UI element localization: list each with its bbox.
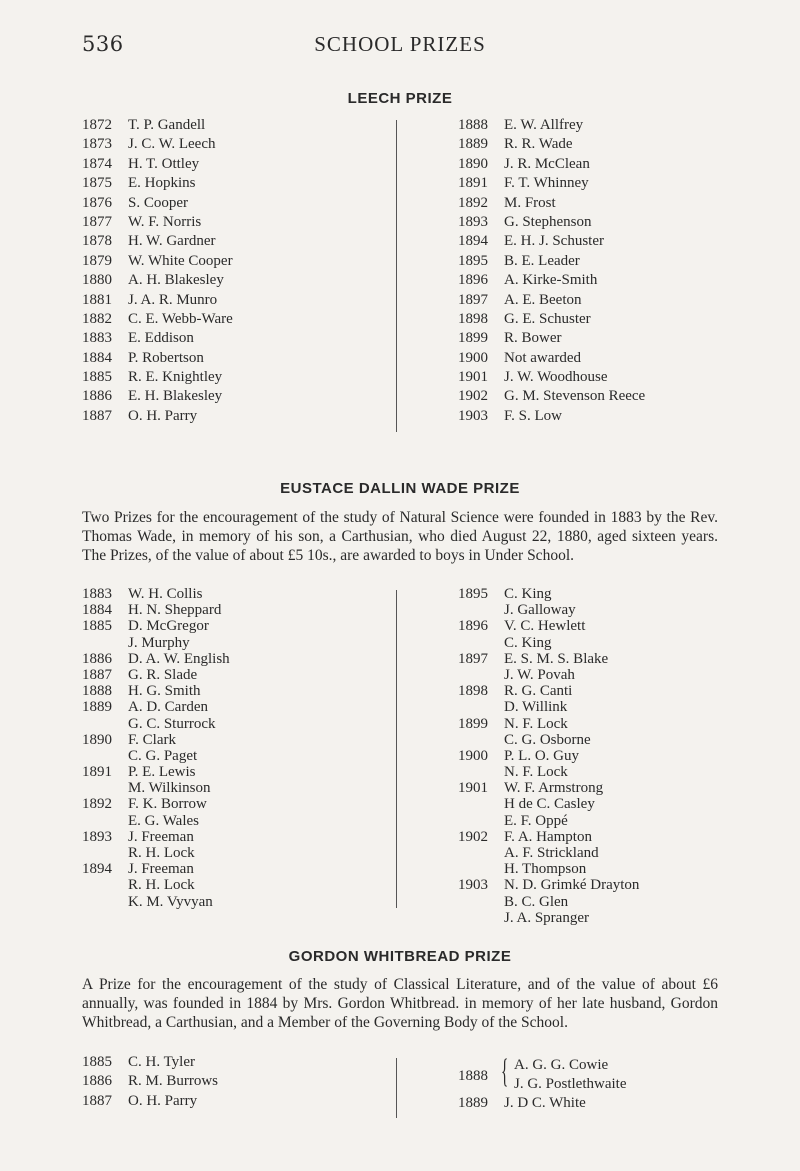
table-row-year: 1889 [82, 699, 112, 716]
table-row-name: R. E. Knightley [128, 369, 223, 386]
whitbread-left-column [82, 1053, 382, 1111]
table-row-year: 1903 [458, 877, 488, 894]
table-row-name: G. C. Sturrock [128, 715, 216, 732]
wade-prize-description: Two Prizes for the encouragement of the study of Natural Science were founded in 1883 by the Rev. Thomas Wade, in memory of his son, a Carthusian, who died August 22, 1880, aged sixteen years. The Prizes, of the value of about £5 10s., are awarded to boys in Under School. [82, 509, 718, 564]
table-row-name: G. E. Schuster [504, 310, 591, 327]
table-row-name: A. F. Strickland [504, 845, 599, 861]
table-row-year: 1880 [82, 272, 112, 289]
brace-icon: { [501, 1053, 509, 1090]
table-row [458, 407, 758, 426]
table-row [458, 602, 778, 618]
table-row-name: J. W. Povah [504, 666, 575, 683]
table-row [82, 683, 382, 699]
table-row [458, 667, 778, 683]
table-row [458, 910, 778, 926]
table-row-year: 1891 [82, 764, 112, 781]
table-row [458, 252, 758, 271]
table-row-year: 1875 [82, 175, 112, 192]
table-row-name: O. H. Parry [128, 407, 198, 424]
table-row [458, 829, 778, 845]
table-row-name: M. Frost [504, 194, 556, 211]
table-row-year: 1902 [458, 828, 488, 845]
column-divider [396, 1058, 397, 1118]
table-row-name: W. H. Collis [128, 586, 203, 602]
table-row-name: K. M. Vyvyan [128, 893, 213, 910]
table-row-year: 1874 [82, 155, 112, 172]
table-row-name: C. King [504, 586, 552, 602]
table-row [458, 116, 758, 135]
table-row-name: D. McGregor [128, 618, 209, 635]
table-row-year: 1876 [82, 194, 112, 211]
table-row [82, 796, 382, 812]
table-row [82, 764, 382, 780]
table-row-name: R. M. Burrows [128, 1073, 219, 1090]
leech-prize-title: LEECH PRIZE [347, 90, 453, 107]
table-row [458, 349, 758, 368]
table-row-year: 1886 [82, 650, 112, 667]
table-row-year: 1894 [458, 233, 488, 250]
table-row-name: F. A. Hampton [504, 828, 592, 845]
table-row-year: 1879 [82, 252, 112, 269]
table-row [458, 135, 758, 154]
table-row-year: 1882 [82, 310, 112, 327]
table-row [458, 699, 778, 715]
table-row [82, 407, 382, 426]
table-row-year: 1888 [82, 683, 112, 700]
table-row-name: J. Galloway [504, 602, 576, 619]
table-row [458, 329, 758, 348]
table-row-name: H. W. Gardner [128, 233, 216, 250]
table-row-year: 1896 [458, 618, 488, 635]
table-row [82, 861, 382, 877]
table-row [82, 174, 382, 193]
table-row-name: J. A. Spranger [504, 909, 589, 926]
column-divider [396, 590, 397, 908]
table-row-name: P. Robertson [128, 349, 204, 366]
table-row-year: 1899 [458, 330, 488, 347]
table-row-name: H de C. Casley [504, 796, 595, 813]
wade-left-column [82, 586, 382, 910]
table-row-year: 1887 [82, 1092, 112, 1109]
table-row-name: E. W. Allfrey [504, 117, 584, 133]
table-row [458, 368, 758, 387]
table-row-name: C. H. Tyler [128, 1054, 196, 1070]
table-row [82, 732, 382, 748]
table-row-name: R. H. Lock [128, 845, 195, 861]
wade-prize-title: EUSTACE DALLIN WADE PRIZE [280, 480, 520, 497]
table-row [82, 232, 382, 251]
table-row [458, 780, 778, 796]
running-title: SCHOOL PRIZES [314, 32, 486, 56]
leech-right-column [458, 116, 758, 426]
table-row-year: 1881 [82, 291, 112, 308]
table-row-name: A. G. G. Cowie [514, 1057, 609, 1073]
table-row-name: C. G. Osborne [504, 731, 591, 748]
table-row-year: 1886 [82, 1073, 112, 1090]
table-row-name: J. W. Woodhouse [504, 369, 608, 386]
table-row-year: 1887 [82, 407, 112, 424]
table-row-name: N. F. Lock [504, 764, 568, 781]
table-row-year: 1898 [458, 683, 488, 700]
table-row-name: F. T. Whinney [504, 175, 589, 192]
table-row [82, 1092, 382, 1111]
table-row-name: F. Clark [128, 731, 176, 748]
table-row-year: 1884 [82, 349, 112, 366]
table-row-name: B. C. Glen [504, 893, 569, 910]
table-row-year: 1872 [82, 117, 112, 133]
table-row-year: 1893 [82, 828, 112, 845]
table-row-year: 1892 [458, 194, 488, 211]
table-row [458, 894, 778, 910]
table-row [458, 716, 778, 732]
table-row-year: 1900 [458, 747, 488, 764]
table-row-year: 1892 [82, 796, 112, 813]
table-row [82, 271, 382, 290]
table-row [82, 368, 382, 387]
table-row-year: 1894 [82, 861, 112, 878]
table-row-name: R. H. Lock [128, 877, 195, 894]
table-row [458, 618, 778, 634]
table-row-name: H. G. Smith [128, 683, 201, 700]
table-row [82, 813, 382, 829]
table-row-name: E. S. M. S. Blake [504, 650, 609, 667]
table-row [82, 213, 382, 232]
table-row-year: 1873 [82, 136, 112, 153]
table-row-name: J. A. R. Munro [128, 291, 218, 308]
wade-right-column [458, 586, 778, 926]
table-row [82, 329, 382, 348]
table-row-year: 1889 [458, 1095, 488, 1111]
table-row-year: 1885 [82, 1054, 112, 1070]
leech-left-column [82, 116, 382, 426]
table-row-name: H. Thompson [504, 861, 587, 878]
table-row-name: N. F. Lock [504, 715, 568, 732]
table-row-year: 1888 [458, 1068, 488, 1084]
table-row-name: G. R. Slade [128, 666, 198, 683]
table-row [458, 861, 778, 877]
table-row-name: Not awarded [504, 349, 582, 366]
table-row-year: 1901 [458, 780, 488, 797]
table-row-year: 1903 [458, 407, 488, 424]
table-row-name: G. M. Stevenson Reece [504, 388, 646, 405]
table-row-year: 1885 [82, 618, 112, 635]
table-row-year: 1895 [458, 586, 488, 602]
table-row-year: 1900 [458, 349, 488, 366]
table-row [458, 232, 758, 251]
table-row-name: J. R. McClean [504, 155, 590, 172]
table-row [82, 155, 382, 174]
table-row [458, 174, 758, 193]
whitbread-prize-description: A Prize for the encouragement of the study of Classical Literature, and of the value of about £6 annually, was founded in 1884 by Mrs. Gordon Whitbread. in memory of her late husband, Gordon Whitbread, a Carthusian, and a Member of the Governing Body of the School. [82, 976, 718, 1031]
table-row-year: 1901 [458, 369, 488, 386]
table-row-name: M. Wilkinson [128, 780, 211, 797]
table-row [82, 877, 382, 893]
table-row [82, 1072, 382, 1091]
table-row [82, 586, 382, 602]
table-row-name: E. Eddison [128, 330, 194, 347]
table-row [82, 252, 382, 271]
table-row-year: 1886 [82, 388, 112, 405]
table-row-name: W. F. Armstrong [504, 780, 604, 797]
page-number: 536 [82, 32, 124, 56]
table-row [458, 683, 778, 699]
table-row-name: G. Stephenson [504, 213, 592, 230]
table-row-year: 1889 [458, 136, 488, 153]
table-row [458, 764, 778, 780]
table-row-year: 1888 [458, 117, 488, 133]
table-row [458, 651, 778, 667]
table-row [458, 877, 778, 893]
table-row-name: T. P. Gandell [128, 117, 206, 133]
table-row-name: C. King [504, 634, 552, 651]
table-row [458, 748, 778, 764]
table-row [82, 748, 382, 764]
table-row-name: C. G. Paget [128, 747, 198, 764]
table-row [82, 135, 382, 154]
table-row [458, 213, 758, 232]
table-row [82, 194, 382, 213]
table-row-name: O. H. Parry [128, 1092, 198, 1109]
whitbread-prize-title: GORDON WHITBREAD PRIZE [288, 948, 512, 965]
table-row [82, 780, 382, 796]
table-row [458, 732, 778, 748]
table-row [82, 845, 382, 861]
table-row-year: 1887 [82, 666, 112, 683]
table-row-name: A. H. Blakesley [128, 272, 224, 289]
table-row-name: H. N. Sheppard [128, 602, 222, 619]
table-row-name: W. White Cooper [128, 252, 233, 269]
table-row-name: E. H. J. Schuster [504, 233, 604, 250]
table-row-year: 1884 [82, 602, 112, 619]
table-row [458, 387, 758, 406]
table-row [82, 349, 382, 368]
table-row-name: P. E. Lewis [128, 764, 196, 781]
table-row-name: J. Murphy [128, 634, 190, 651]
table-row-name: A. Kirke-Smith [504, 272, 598, 289]
table-row-year: 1898 [458, 310, 488, 327]
page-header [0, 32, 800, 72]
table-row-name: D. Willink [504, 699, 568, 716]
table-row-name: W. F. Norris [128, 213, 202, 230]
table-row [458, 813, 778, 829]
table-row-year: 1890 [458, 155, 488, 172]
table-row [82, 291, 382, 310]
table-row-name: V. C. Hewlett [504, 618, 586, 635]
column-divider [396, 120, 397, 432]
table-row-name: R. R. Wade [504, 136, 573, 153]
table-row [82, 829, 382, 845]
table-row-name: E. H. Blakesley [128, 388, 223, 405]
table-row-year: 1891 [458, 175, 488, 192]
table-row-year: 1897 [458, 291, 488, 308]
table-row [82, 651, 382, 667]
table-row-name: A. E. Beeton [504, 291, 582, 308]
table-row-name: P. L. O. Guy [504, 747, 580, 764]
table-row-name: D. A. W. English [128, 650, 230, 667]
table-row [82, 602, 382, 618]
table-row-name: B. E. Leader [504, 252, 580, 269]
table-row-year: 1897 [458, 650, 488, 667]
table-row [458, 586, 778, 602]
table-row-name: F. K. Borrow [128, 796, 207, 813]
table-row-name: R. Bower [504, 330, 562, 347]
table-row-name: R. G. Canti [504, 683, 573, 700]
table-row-year: 1899 [458, 715, 488, 732]
table-row-name: F. S. Low [504, 407, 562, 424]
table-row-name: N. D. Grimké Drayton [504, 877, 640, 894]
table-row [458, 845, 778, 861]
table-row [82, 667, 382, 683]
table-row [82, 387, 382, 406]
table-row [458, 271, 758, 290]
table-row-name: J. D C. White [504, 1095, 586, 1111]
table-row [458, 310, 758, 329]
table-row [82, 618, 382, 634]
table-row-year: 1902 [458, 388, 488, 405]
table-row [458, 796, 778, 812]
table-row [82, 635, 382, 651]
table-row [82, 310, 382, 329]
table-row-year: 1895 [458, 252, 488, 269]
table-row-year: 1896 [458, 272, 488, 289]
table-row [82, 1053, 382, 1072]
table-row-name: H. T. Ottley [128, 155, 200, 172]
table-row [82, 894, 382, 910]
table-row-year: 1883 [82, 330, 112, 347]
table-row-year: 1885 [82, 369, 112, 386]
table-row-name: S. Cooper [128, 194, 188, 211]
table-row-name: C. E. Webb-Ware [128, 310, 233, 327]
table-row [458, 635, 778, 651]
table-row-name: A. D. Carden [128, 699, 208, 716]
table-row-year: 1893 [458, 213, 488, 230]
table-row-name: E. Hopkins [128, 175, 196, 192]
table-row-year: 1883 [82, 586, 112, 602]
table-row-name: E. F. Oppé [504, 812, 568, 829]
table-row [82, 116, 382, 135]
table-row-year: 1878 [82, 233, 112, 250]
table-row-name: J. Freeman [128, 828, 194, 845]
table-row [82, 716, 382, 732]
table-row-name: E. G. Wales [128, 812, 200, 829]
table-row-name: J. C. W. Leech [128, 136, 216, 153]
table-row [458, 291, 758, 310]
table-row-name: J. Freeman [128, 861, 194, 878]
table-row [458, 194, 758, 213]
whitbread-right-column [458, 1053, 778, 1117]
table-row [82, 699, 382, 715]
table-row-year: 1877 [82, 213, 112, 230]
table-row-name: J. G. Postlethwaite [514, 1076, 627, 1092]
table-row-year: 1890 [82, 731, 112, 748]
table-row [458, 155, 758, 174]
